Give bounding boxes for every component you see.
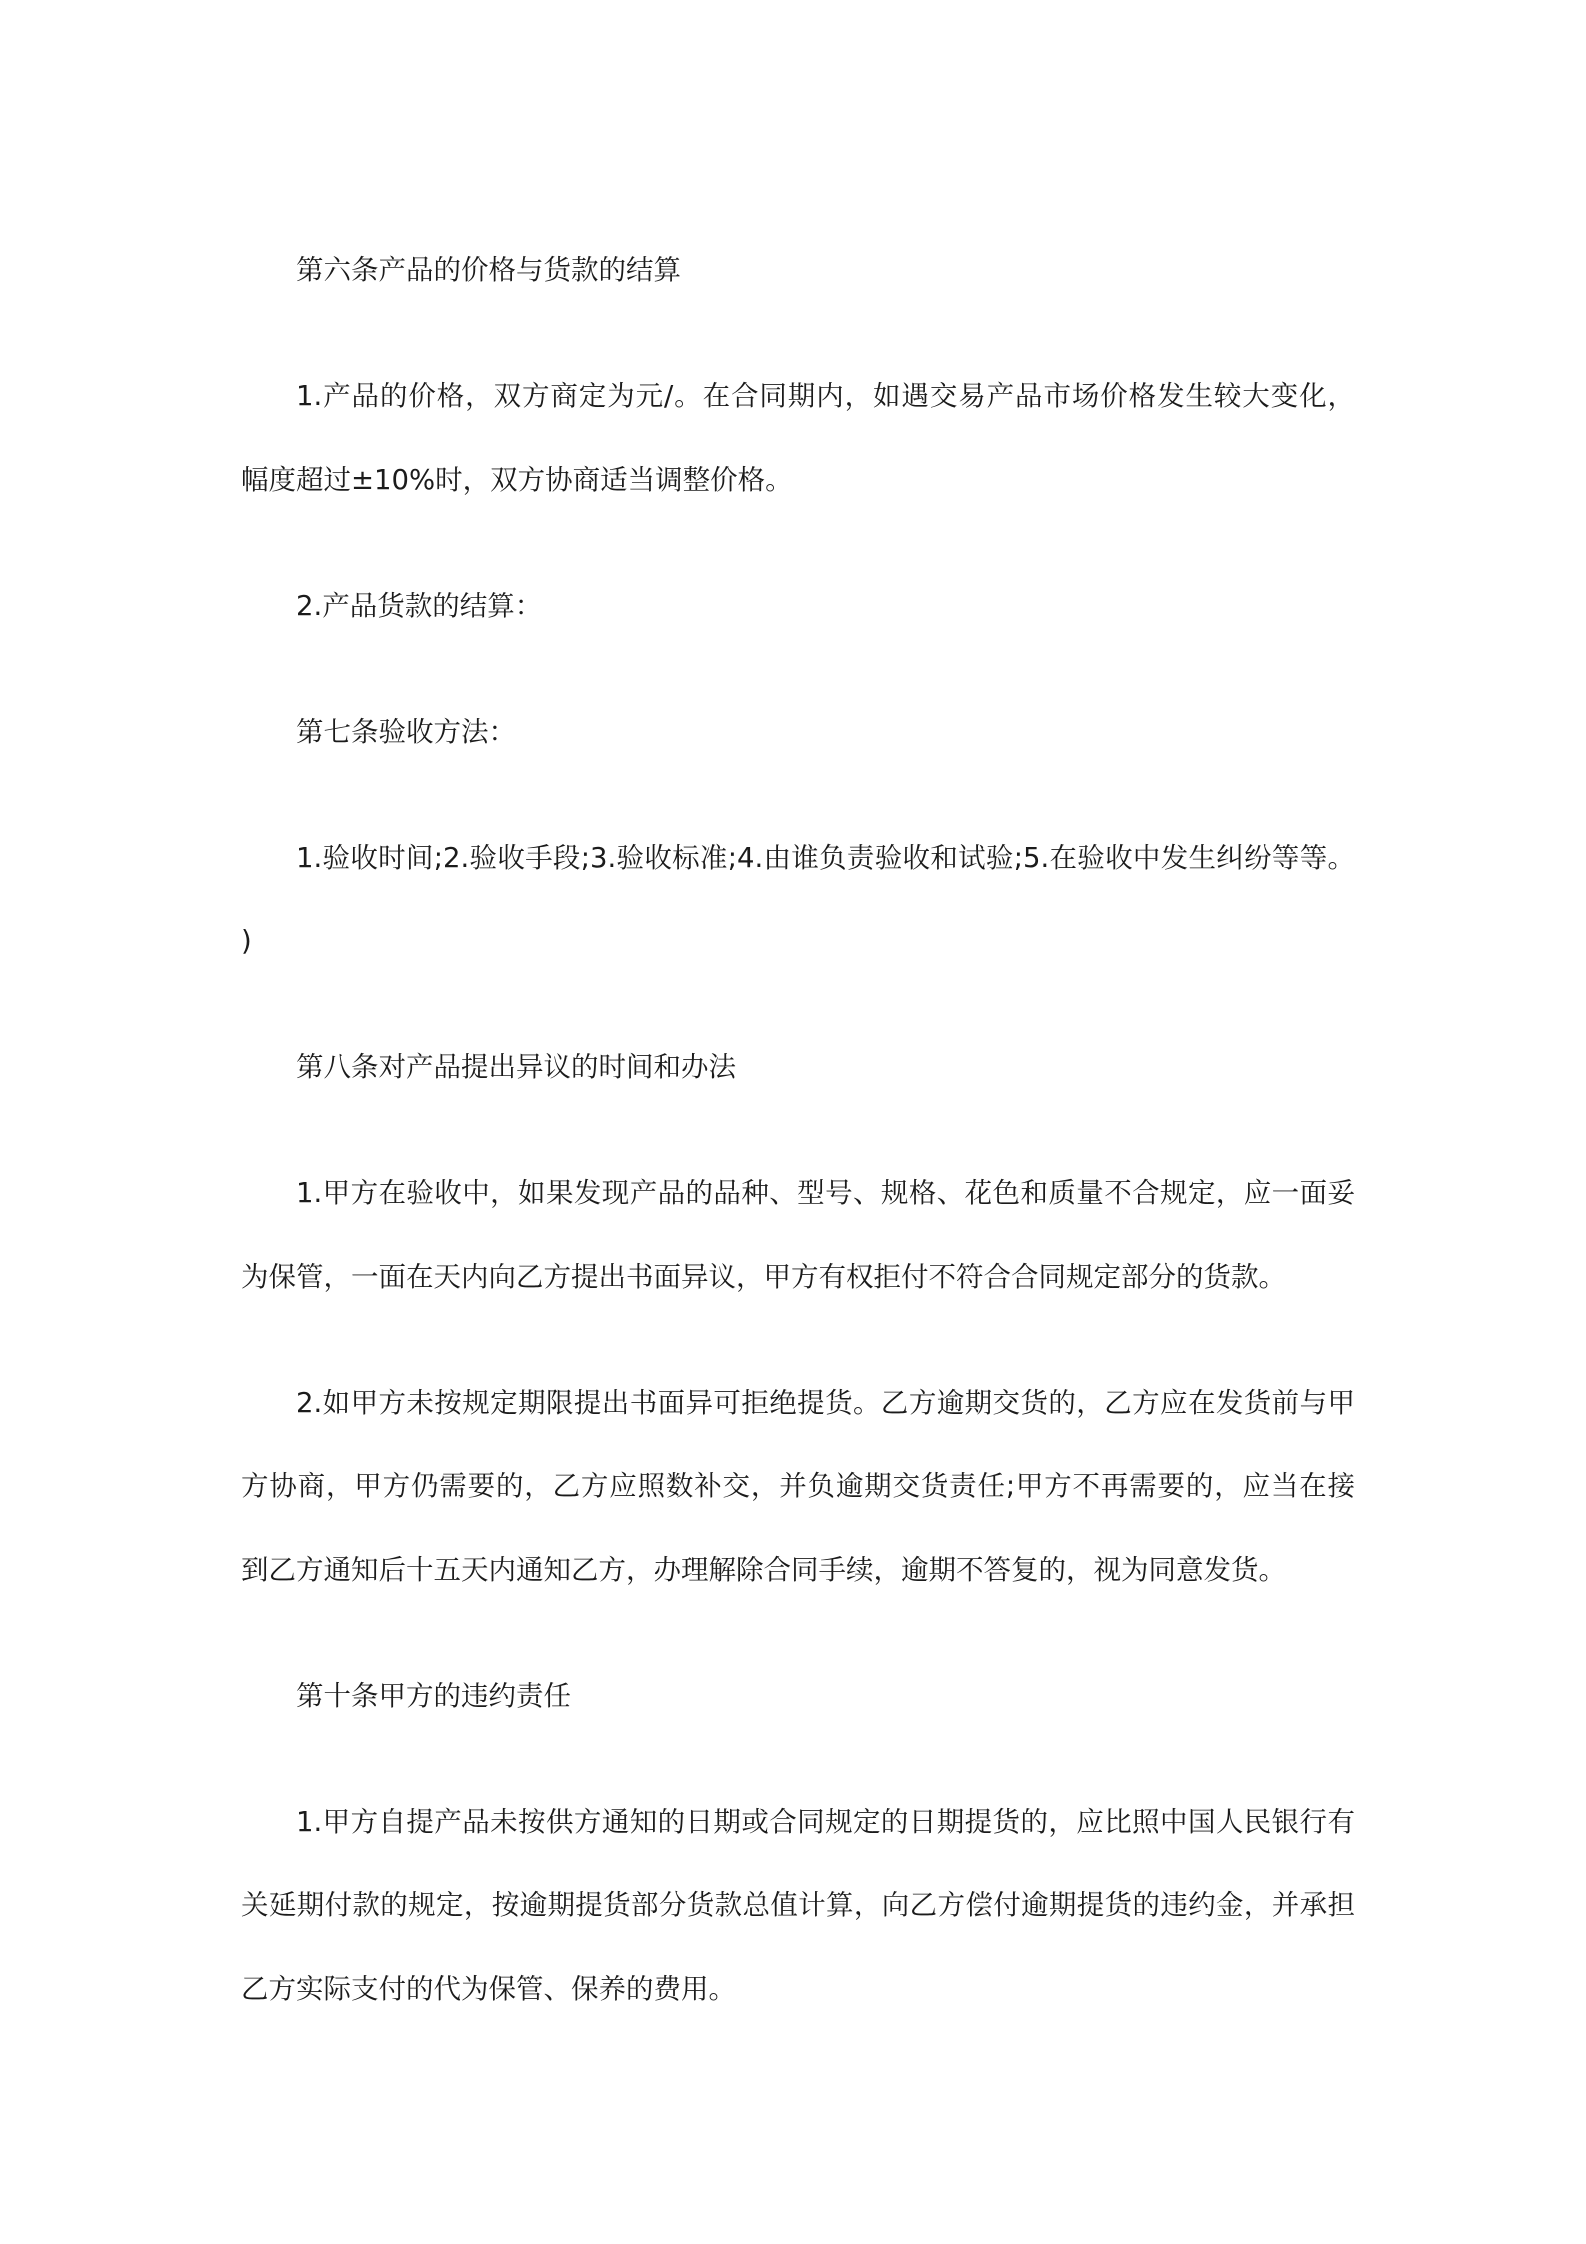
text-line: 到乙方通知后十五天内通知乙方，办理解除合同手续，逾期不答复的，视为同意发货。 — [241, 1553, 1286, 1586]
text-line: 乙方实际支付的代为保管、保养的费用。 — [241, 1972, 736, 2005]
text-line: 2.如甲方未按规定期限提出书面异可拒绝提货。乙方逾期交货的，乙方应在发货前与甲 — [296, 1386, 1355, 1419]
text-line: 第十条甲方的违约责任 — [296, 1679, 571, 1712]
document-body — [241, 229, 1355, 2074]
clause-paragraph — [241, 1152, 1355, 1319]
clause-paragraph — [241, 1362, 1355, 1613]
text-line: 2.产品货款的结算： — [296, 589, 543, 622]
text-line: 1.验收时间;2.验收手段;3.验收标准;4.由谁负责验收和试验;5.在验收中发生纠纷等等。 — [296, 841, 1355, 874]
text-line: 1.产品的价格，双方商定为元/。在合同期内，如遇交易产品市场价格发生较大变化， — [296, 380, 1355, 412]
text-line: 第七条验收方法： — [296, 715, 516, 748]
text-line: 幅度超过±10%时，双方协商适当调整价格。 — [241, 463, 793, 496]
clause-paragraph — [241, 817, 1355, 984]
article-heading-10 — [241, 1655, 1355, 1739]
article-heading-8 — [241, 1026, 1355, 1110]
text-line: 关延期付款的规定，按逾期提货部分货款总值计算，向乙方偿付逾期提货的违约金，并承担 — [241, 1889, 1355, 1921]
text-line: ) — [241, 925, 252, 957]
article-heading-7 — [241, 691, 1355, 775]
text-line: 第八条对产品提出异议的时间和办法 — [296, 1051, 736, 1083]
clause-paragraph — [241, 355, 1355, 522]
text-line: 1.甲方在验收中，如果发现产品的品种、型号、规格、花色和质量不合规定，应一面妥 — [296, 1177, 1355, 1209]
clause-paragraph — [241, 565, 1355, 649]
text-line: 为保管，一面在天内向乙方提出书面异议，甲方有权拒付不符合合同规定部分的货款。 — [241, 1260, 1286, 1293]
text-line: 第六条产品的价格与货款的结算 — [296, 254, 681, 286]
clause-paragraph — [241, 1781, 1355, 2032]
text-line: 1.甲方自提产品未按供方通知的日期或合同规定的日期提货的，应比照中国人民银行有 — [296, 1805, 1355, 1838]
article-heading-6 — [241, 229, 1355, 313]
text-line: 方协商，甲方仍需要的，乙方应照数补交，并负逾期交货责任;甲方不再需要的，应当在接 — [241, 1470, 1355, 1502]
